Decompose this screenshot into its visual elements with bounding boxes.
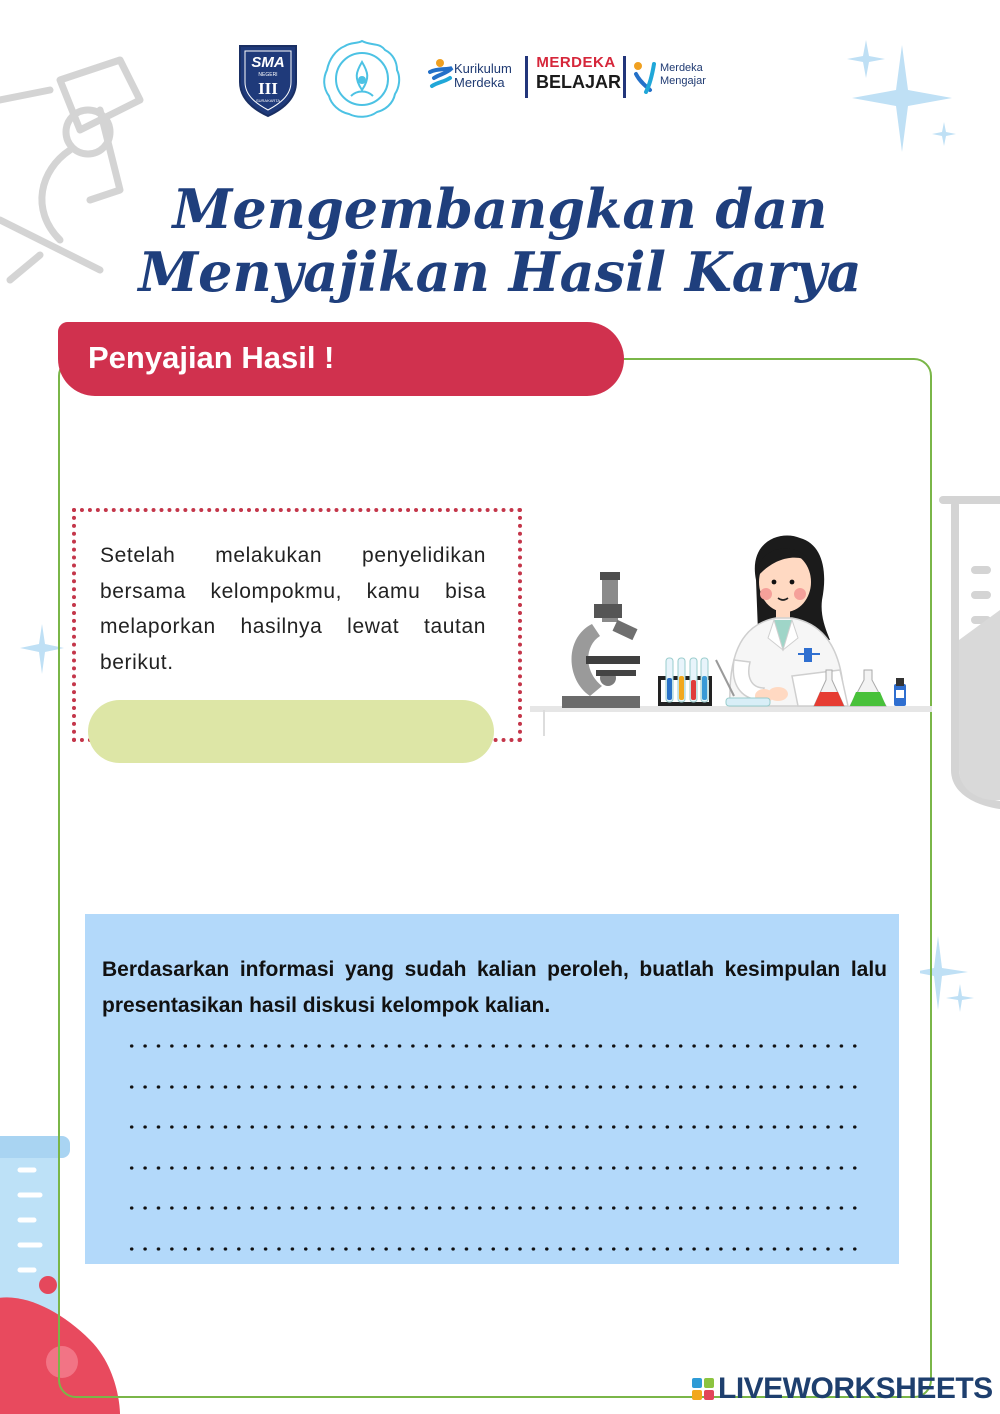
test-tube-rack-icon [658,658,712,706]
answer-line[interactable] [125,1246,860,1252]
answer-line[interactable] [125,1084,860,1090]
kurikulum-merdeka-icon [428,58,454,90]
merdeka-mengajar-line1: Merdeka [660,62,703,74]
merdeka-belajar-logo [536,54,622,98]
school-seal-logo [321,38,403,120]
sma-logo [237,42,299,118]
flasks-icon [814,670,906,706]
merdeka-belajar-top: MERDEKA [536,54,616,71]
sma-logo-city: SURAKARTA [255,98,281,103]
liveworksheets-text: LIVEWORKSHEETS [718,1372,993,1405]
sma-logo-text: SMA [251,54,285,71]
merdeka-mengajar-logo [632,58,722,98]
microscope-icon [562,572,640,708]
page-title-line2: Menyajikan Hasil Karya [138,240,862,304]
info-text: Setelah melakukan penyelidikan bersama kelompokmu, kamu bisa melaporkan hasilnya lewat tautan berikut. [100,544,486,674]
section-banner-label: Penyajian Hasil ! [88,340,335,375]
answer-line[interactable] [125,1043,860,1049]
section-banner [58,322,624,396]
merdeka-belajar-bottom: BELAJAR [536,72,622,92]
kurikulum-merdeka-text [454,62,512,90]
logo-divider [623,56,626,98]
sma-logo-numeral: III [258,79,278,98]
header-logos [0,38,1000,118]
liveworksheets-icon [692,1378,714,1400]
answer-line[interactable] [125,1165,860,1171]
merdeka-mengajar-line2: Mengajar [660,75,706,87]
task-instruction: Berdasarkan informasi yang sudah kalian peroleh, buatlah kesimpulan lalu presentasikan hasil diskusi kelompok kalian. [102,958,887,1017]
link-input-field[interactable] [88,700,494,763]
answer-line[interactable] [125,1205,860,1211]
merdeka-label: Merdeka [454,75,505,90]
page-title-line1: Mengembangkan dan [172,177,828,241]
kurikulum-label: Kurikulum [454,61,512,76]
logo-divider [525,56,528,98]
merdeka-mengajar-icon [632,60,658,94]
scientist-illustration [530,520,940,740]
merdeka-mengajar-text [660,62,706,88]
kurikulum-merdeka-logo [428,54,524,98]
answer-line[interactable] [125,1124,860,1130]
sma-logo-negeri: NEGERI [258,72,278,78]
